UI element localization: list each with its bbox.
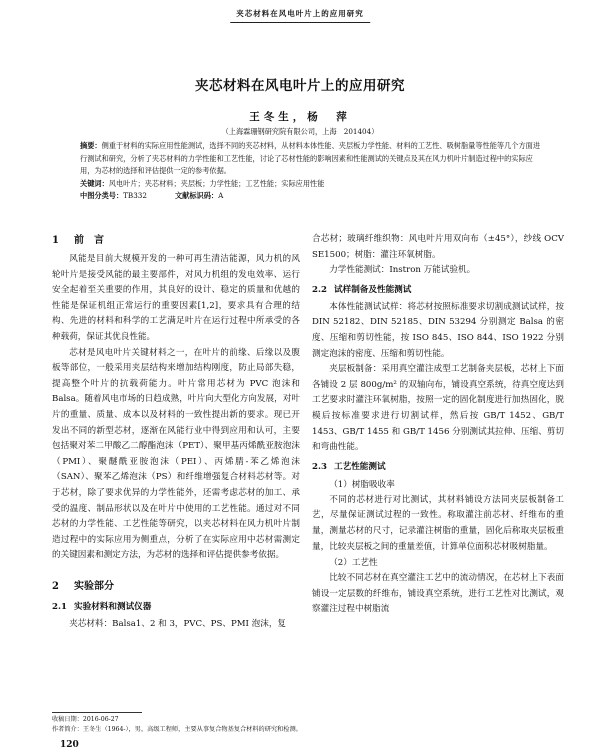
right-column: [312, 232, 564, 618]
section-heading-2: 2 实验部分: [52, 580, 114, 592]
doc-code-value: A: [218, 191, 224, 200]
clc-value: TB332: [123, 191, 147, 200]
paragraph: 芯材是风电叶片关键材料之一，在叶片的前缘、后缘以及腹板等部位，一般采用夹层结构来增加结构刚度，防止局部失稳，提高整个叶片的抗载荷能力。叶片常用芯材为 PVC 泡沫和 Balsa。随着风电市场的日趋成熟，叶片向大型化方向发展，对叶片的重量、质量、成本以及材料的一致性提出新的要求。现已开发出不同的新型芯材，逐渐在风能行业中得到应用和认可，主要包括聚对苯二甲酸乙二醇酯泡沫（PET）、聚甲基丙烯酰亚胺泡沫（PMI）、聚醚酰亚胺泡沫（PEI）、丙烯腈-苯乙烯泡沫（SAN）、聚苯乙烯泡沫（PS）和纤维增强复合材料芯材等。对于芯材，除了要求优异的力学性能外，还需考虑芯材的加工、承受的温度、制品形状以及在叶片中使用的工艺性能。通过对不同芯材的力学性能、工艺性能等研究，以夹芯材料在风力机叶片制造过程中的实际应用为侧重点，分析了在实际应用中芯材需测定的关键因素和测定方法，为芯材的选择和评估提供参考依据。: [52, 347, 300, 561]
paragraph: 合芯材；玻璃纤维织物：风电叶片用双向布（±45°），纱线 OCV SE1500；树脂：灌注环氧树脂。: [312, 234, 564, 260]
keywords: [80, 178, 542, 191]
clc-label: 中图分类号：: [80, 191, 124, 200]
sub-heading-processability: （2）工艺性: [329, 558, 378, 569]
keywords-label: 关键词：: [80, 178, 109, 188]
footnotes: [52, 715, 302, 734]
paragraph: 本体性能测试试样：将芯材按照标准要求切割成测试试样，按 DIN 52182、DIN 52185、DIN 53294 分别测定 Balsa 的密度、压缩和剪切性能，按 ISO 845、ISO 844、ISO 1922 分别测定泡沫的密度、压缩和剪切性能。: [312, 301, 564, 359]
page-number: 120: [60, 740, 79, 750]
subsection-heading-2-2: 2.2 试样制备及性能测试: [312, 284, 412, 295]
paragraph: 力学性能测试：Instron 万能试验机。: [329, 265, 476, 276]
left-column: [52, 232, 300, 632]
sub-heading-resin-absorption: （1）树脂吸收率: [329, 479, 395, 490]
paragraph: 夹芯材料：Balsa1、2 和 3，PVC、PS、PMI 泡沫，复: [69, 618, 287, 629]
author-bio: 作者简介：王冬生（1964-），男，高级工程师，主要从事复合物基复合材料的研究和检测。: [52, 725, 302, 733]
affiliation: （上海霖珊钢研究院有限公司，上海 201404）: [221, 127, 379, 136]
subsection-heading-2-3: 2.3 工艺性能测试: [312, 461, 386, 472]
paper-title: 夹芯材料在风电叶片上的应用研究: [195, 78, 405, 94]
running-head: 夹芯材料在风电叶片上的应用研究: [230, 8, 370, 23]
paragraph: 比较不同芯材在真空灌注工艺中的流动情况，在芯材上下表面铺设一定层数的纤维布，铺设真空系统，进行工艺性对比测试，观察灌注过程中树脂流: [312, 573, 564, 615]
paragraph: 夹层板制备：采用真空灌注成型工艺制备夹层板，芯材上下面各铺设 2 层 800g/m² 的双轴向布，铺设真空系统，待真空度达到工艺要求时灌注环氧树脂，按照一定的固化制度进行加热固化，脱模后按标准要求进行切割试样，然后按 GB/T 1452、GB/T 1453、GB/T 1455 和 GB/T 1456 分别测试其拉伸、压缩、剪切和弯曲性能。: [312, 364, 564, 453]
subsection-heading-2-1: 2.1 实验材料和测试仪器: [52, 601, 152, 612]
footnote-divider: [52, 712, 142, 713]
abstract-block: [80, 140, 542, 203]
keywords-text: 风电叶片；夹芯材料；夹层板；力学性能；工艺性能；实际应用性能: [108, 178, 325, 188]
paragraph: 不同的芯材进行对比测试，其材料铺设方法同夹层板制备工艺，尽量保证测试过程的一致性。称取灌注前芯材、纤维布的重量，测量芯材的尺寸，记录灌注树脂的重量，固化后称取夹层板重量，比较夹层板之间的重量差值，计算单位面积芯材吸树脂量。: [312, 494, 564, 552]
abstract-text: 侧重于材料的实际应用性能测试，选择不同的夹芯材料，从材料本体性能、夹层板力学性能、材料的工艺性、吸树脂量等性能等几个方面进行测试和研究，分析了夹芯材料的力学性能和工艺性能，讨论了芯材性能的影响因素和性能测试的关键点及其在风力机叶片制造过程中的实际应用，为芯材的选择和评估提供一定的参考依据。: [80, 141, 541, 175]
classification: [80, 190, 542, 203]
doc-code-label: 文献标识码：: [174, 191, 219, 200]
received-date: 收稿日期：2016-06-27: [52, 716, 119, 723]
abstract: [80, 140, 542, 178]
abstract-label: 摘要：: [80, 141, 102, 150]
authors: 王冬生，杨 萍: [249, 111, 351, 123]
section-heading-1: 1 前 言: [52, 235, 104, 246]
paragraph: 风能是目前大规模开发的一种可再生清洁能源，风力机的风轮叶片是接受风能的最主要部件，对风力机组的发电效率、运行安全起着至关重要的作用，其良好的设计、稳定的质量和优越的性能是保证机组正常运行的重要因素[1,2]，要求具有合理的结构、先进的材料和科学的工艺满足叶片在运行过程中所承受的各种载荷，保证其优良性能。: [52, 254, 300, 342]
